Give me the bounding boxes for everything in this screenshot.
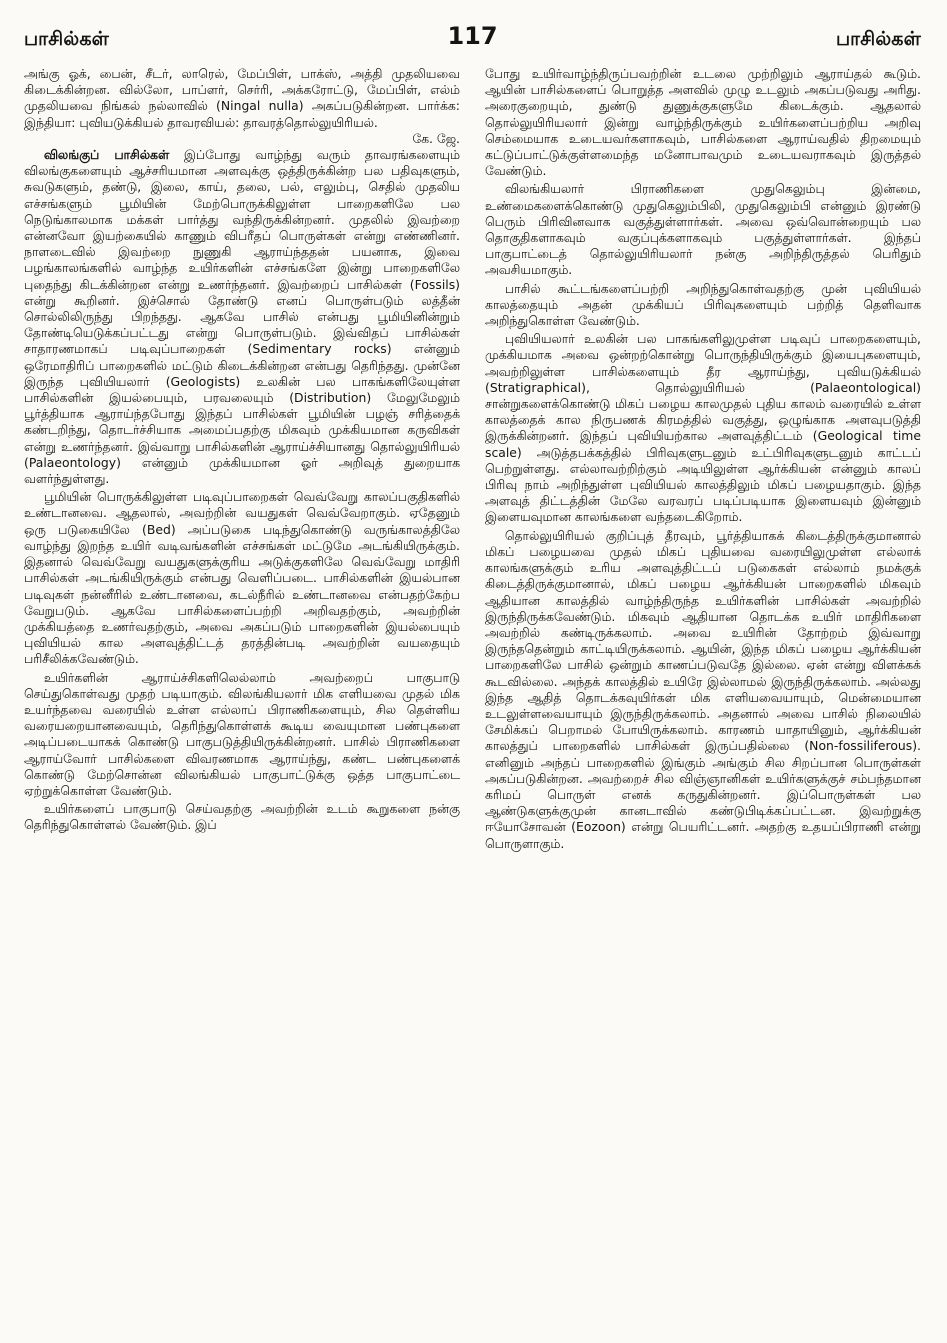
left-column — [24, 66, 460, 1329]
paragraph-classification: உயிர்களின் ஆராய்ச்சிகளிலெல்லாம் அவற்றைப் பாகுபாடு செய்துகொள்வது முதற் படியாகும். விலங்கியலார் மிக எளியவை முதல் மிக உயர்ந்தவை வரையில் உள்ள எல்லாப் பிராணிகளையும், சில தெள்ளிய வரையறையானவையும், தெரிந்துகொள்ளக் கூடிய வையுமான பண்புகளை அடிப்படையாகக் கொண்டு பாகுபடுத்தியிருக்கின்றனர். பாசில் பிராணிகளை ஆராய்வோர் பாசில்களை விவரணமாக ஆராய்ந்து, கண்ட பண்புகளைக் கொண்டு மேற்சொன்ன விலங்கியல் பாகுபாட்டுக்கு ஒத்த பாகுபாட்டை ஏற்றுக்கொள்ள வேண்டும். — [24, 669, 460, 798]
paragraph-plant-fossils-end: அங்கு ஓக், பைன், சீடர், லாரெல், மேப்பிள், பாக்ஸ், அத்தி முதலியவை கிடைக்கின்றன. வில்லோ, பாப்ளர், செர்ரி, அக்கரோட்டு, மேப்பிள், எல்ம் முதலியவை நிங்கல் நல்லாவில் (Ningal nulla) அகப்படுகின்றன. பார்க்க: இந்தியா: புவியடுக்கியல் தாவரவியல்: தாவரத்தொல்லுயிரியல். — [24, 66, 460, 130]
section-heading-animal-fossils: விலங்குப் பாசில்கள் — [43, 147, 170, 163]
page-number: 117 — [447, 22, 498, 50]
paragraph-time-scale: புவியியலார் உலகின் பல பாகங்களிலுமுள்ள படிவுப் பாறைகளையும், முக்கியமாக அவை ஒன்றற்கொன்று பொருந்தியிருக்கும் இயைபுகளையும், அவற்றிலுள்ள பாசில்களையும் தீர ஆராய்ந்து, புவியடுக்கியல் (Stratigraphical), தொல்லுயிரியல் (Palaeontological) சான்றுகளைக்கொண்டு மிகப் பழைய காலமுதல் புதிய காலம் வரையில் உள்ள காலத்தைக் கால நிருபணக் கிரமத்தில் வகுத்து, ஒழுங்காக அளவுபடுத்தி இருக்கின்றனர். இந்தப் புவியியற்கால அளவுத்திட்டம் (Geological time scale) அடுத்தபக்கத்தில் பிரிவுகளுடனும் உட்பிரிவுகளுடனும் காட்டப் பெற்றுள்ளது. எல்லாவற்றிற்கும் அடியிலுள்ள ஆர்க்கியன் என்னும் காலப் பிரிவு நாம் அறிந்துள்ள புவியியல் காலத்திலும் மிகப் பழையதாகும். இந்த அளவுத் திட்டத்தின் மேலே வரவரப் படிப்படியாக இளையவும் இன்னும் இளையவுமான காலங்களை வந்தடைகிறோம். — [485, 331, 921, 525]
author-signature: கே. ஜே. — [412, 130, 460, 146]
paragraph-sedimentary-layers: பூமியின் பொருக்கிலுள்ள படிவுப்பாறைகள் வெவ்வேறு காலப்பகுதிகளில் உண்டானவை. ஆதலால், அவற்றின் வயதுகள் வெவ்வேறாகும். ஏதேனும் ஒரு படுகையிலே (Bed) அப்படுகை படிந்துகொண்டு வருங்காலத்திலே வாழ்ந்து இறந்த உயிர் வடிவங்களின் எச்சங்கள் மட்டுமே அடங்கியிருக்கும். இதனால் வெவ்வேறு வயதுகளுக்குரிய அடுக்குகளிலே வெவ்வேறு மாதிரி பாசில்கள் அடங்கியிருக்கும் என்பது வெளிப்படை. பாசில்களின் இயல்பான படிவுகள் நன்னீரில் உண்டானவை, கடல்நீரில் உண்டானவை என்பதற்கேற்ப வேறுபடும். ஆகவே பாசில்களைப்பற்றி அறிவதற்கும், அவற்றின் முக்கியத்தை உணர்வதற்கும், அவை அகப்படும் பாறைகளின் இயல்பையும் புவியியல் கால அளவுத்திட்டத் தரத்தின்படி அவற்றின் வயதையும் பரிசீலிக்கவேண்டும். — [24, 489, 460, 667]
page-header — [24, 22, 921, 54]
paragraph-animal-fossils — [24, 147, 460, 487]
paragraph-archean-eozoon: தொல்லுயிரியல் குறிப்புத் தீரவும், பூர்த்தியாகக் கிடைத்திருக்குமானால் மிகப் பழையவை முதல் மிகப் புதியவை வரையிலுமுள்ள எல்லாக் காலங்களுக்கும் உரிய அளவுத்திட்டப் படுகைகள் எல்லாம் நமக்குக் கிடைத்திருக்குமானால், மிகப் பழைய ஆர்க்கியன் பாறைகளில் மிகவும் ஆதியான காலத்தில் வாழ்ந்திருந்த உயிர்களின் பாசில்கள் அவற்றில் இருந்திருக்கவேண்டும். மிகவும் ஆதியான தொடக்க உயிர் மாதிரிகளை அவற்றில் கண்டிருக்கலாம். அவை உயிரின் தோற்றம் இவ்வாறு இருந்ததென்றும் காட்டியிருக்கலாம். ஆயின், இந்த மிகப் பழைய ஆர்க்கியன் பாறைகளிலே பாசில் ஒன்றும் காணப்படுவதே இல்லை. ஏன் என்று விளக்கக் கூடவில்லை. அந்தக் காலத்தில் உயிரே இல்லாமல் இருந்திருக்கலாம். அல்லது இந்த ஆதித் தொடக்கவுயிர்கள் மிக எளியவையாயும், மென்மையான உடலுள்ளவையாயும் இருந்திருக்கலாம். அதனால் அவை பாசில் நிலையில் சேமிக்கப் பெறாமல் போயிருக்கலாம். காரணம் யாதாயினும், ஆர்க்கியன் காலத்துப் பாறைகளில் பாசில்கள் இருப்பதில்லை (Non-fossiliferous). எனினும் அந்தப் பாறைகளில் இங்கும் அங்கும் சில சிறப்பான பொருள்கள் அகப்படுகின்றன. அவற்றைச் சில விஞ்ஞானிகள் உயிர்களுக்குச் சம்பந்தமான கரிமப் பொருள் எனக் கருதுகின்றனர். இப்பொருள்கள் பல ஆண்டுகளுக்குமுன் கானடாவில் கண்டுபிடிக்கப்பட்டன. இவற்றுக்கு ஈயோசோவன் (Eozoon) என்று பெயரிட்டனர். அதற்கு உதயப்பிராணி என்று பொருளாகும். — [485, 527, 921, 851]
paragraph-anatomy: உயிர்களைப் பாகுபாடு செய்வதற்கு அவற்றின் உடம் கூறுகளை நன்கு தெரிந்துகொள்ளல் வேண்டும். இப் — [24, 801, 460, 833]
paragraph-geological-time: பாசில் கூட்டங்களைப்பற்றி அறிந்துகொள்வதற்கு முன் புவியியல் காலத்தையும் அதன் முக்கியப் பிரிவுகளையும் பற்றித் தெளிவாக அறிந்துகொள்ள வேண்டும். — [485, 280, 921, 329]
running-head-left: பாசில்கள் — [24, 28, 110, 50]
paragraph-animal-fossils-text: இப்போது வாழ்ந்து வரும் தாவரங்களையும் விலங்குகளையும் ஆச்சரியமான அளவுக்கு ஒத்திருக்கின்ற பல பதிவுகளும், சுவடுகளும், தண்டு, இலை, காய், தலை, பல், எலும்பு, செதில் முதலிய எச்சங்களும் பூமியின் மேற்பொருக்கிலுள்ள பாறைகளிலே பல நெடுங்காலமாக மக்கள் பார்த்து வந்திருக்கின்றனர். முதலில் இவற்றை என்னவோ இயற்கையில் காணும் விபரீதப் பொருள்கள் என்று எண்ணினர். நாளடைவில் இவற்றை நுணுகி ஆராய்ந்ததன் பயனாக, இவை பழங்காலங்களில் வாழ்ந்த உயிர்களின் எச்சங்களே இன்று பாறைகளிலே புதைந்து கிடக்கின்றன என்று உணர்ந்தனர். இவற்றைப் பாசில்கள் (Fossils) என்று கூறினர். இச்சொல் தோண்டு எனப் பொருள்படும் லத்தீன் சொல்லிலிருந்து பிறந்தது. ஆகவே பாசில் என்பது பூமியினின்றும் தோண்டியெடுக்கப்பட்டது என்று பொருள்படும். இவ்விதப் பாசில்கள் சாதாரணமாகப் படிவுப்பாறைகள் (Sedimentary rocks) என்னும் ஒரேமாதிரிப் பாறைகளில் மட்டும் கிடைக்கின்றன என்பது தெரிந்தது. முன்னே இருந்த புவியியலார் (Geologists) உலகின் பல பாகங்களிலேயுள்ள பாசில்களின் இயல்பையும், பரவலையும் (Distribution) மேலுமேலும் பூர்த்தியாக ஆராய்ந்தபோது இந்தப் பாசில்கள் பூமியின் பழஞ் சரித்தைக் கண்டறிந்து, தொடர்ச்சியாக அமைப்பதற்கு மிகவும் முக்கியமான கருவிகள் என்று உணர்ந்தனர். இவ்வாறு பாசில்களின் ஆராய்ச்சியானது தொல்லுயிரியல் (Palaeontology) என்னும் முக்கியமான ஓர் அறிவுத் துறையாக வளர்ந்துள்ளது. — [24, 147, 460, 487]
running-head-right: பாசில்கள் — [835, 28, 921, 50]
paragraph-anatomy-continued: போது உயிர்வாழ்ந்திருப்பவற்றின் உடலை முற்றிலும் ஆராய்தல் கூடும். ஆயின் பாசில்களைப் பொறுத்த அளவில் முழு உடலும் அகப்படுவது அரிது. அரைகுறையும், துண்டு துணுக்குகளுமே கிடைக்கும். ஆதலால் தொல்லுயிரியலார் இன்று வாழ்ந்திருக்கும் உயிர்களைப்பற்றிய அறிவு செம்மையாக உடையவர்களாகவும், பாசில்களை ஆராய்வதில் திறமையும் கட்டுப்பாட்டுக்குள்ளமைந்த மனோபாவமும் உடையவராகவும் இருத்தல் வேண்டும். — [485, 66, 921, 179]
right-column — [485, 66, 921, 1329]
text-columns — [24, 66, 921, 1329]
paragraph-vertebrate-division: விலங்கியலார் பிராணிகளை முதுகெலும்பு இன்மை, உண்மைகளைக்கொண்டு முதுகெலும்பிலி, முதுகெலும்பி என்னும் இரண்டு பெரும் பிரிவினவாக வகுத்துள்ளார்கள். அவை ஒவ்வொன்றையும் பல தொகுதிகளாகவும் வகுப்புக்களாகவும் பகுத்துள்ளார்கள். இந்தப் பாகுபாட்டைத் தொல்லுயிரியலார் நன்கு அறிந்திருத்தல் பெரிதும் அவசியமாகும். — [485, 181, 921, 278]
